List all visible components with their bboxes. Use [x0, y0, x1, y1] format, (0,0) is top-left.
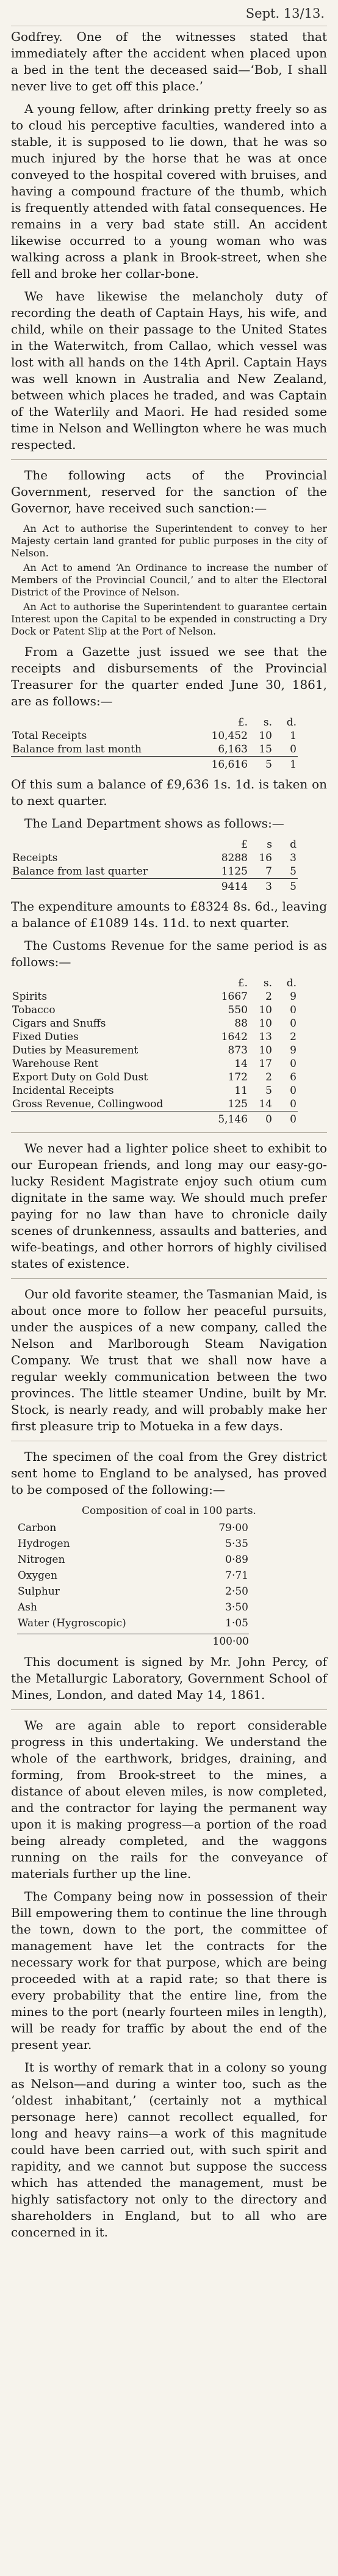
shillings-cell: 16	[259, 852, 272, 864]
shillings-cell: 10	[259, 730, 272, 742]
table-row	[11, 1084, 298, 1097]
pence-cell: 5	[290, 865, 297, 878]
act-item: An Act to authorise the Superintendent to guarantee certain Interest upon the Capital to be expended in constructing a Dry Dock or Patent Slip at the Port of Nelson.	[11, 601, 327, 637]
total-shillings: 0	[249, 1112, 273, 1127]
value-cell: 79·00	[218, 1522, 248, 1534]
paragraph-customs: The Customs Revenue for the same period is as follows:—	[11, 938, 327, 969]
table-row	[11, 865, 298, 879]
row-label: Balance from last quarter	[12, 865, 148, 878]
table-row	[11, 1030, 298, 1044]
row-label: Spirits	[12, 991, 48, 1003]
paragraph-railway-company: The Company being now in possession of their Bill empowering them to continue the line through the town, down to the port, the committee of management have let the contracts for the necessary work for that purpose, which are being proceeded with at a rapid rate; so that there is every probability that the entire line, from the mines to the port (nearly fourteen miles in length), will be ready for traffic by about the end of the present year.	[11, 1889, 327, 2052]
table-row	[17, 1568, 249, 1584]
total-pounds: 9414	[198, 879, 249, 894]
coal-composition-table	[17, 1520, 249, 1631]
total-shillings: 5	[249, 757, 273, 772]
row-label: Carbon	[18, 1522, 57, 1534]
total-shillings: 3	[249, 879, 273, 894]
column-header: d.	[286, 716, 297, 729]
section-divider	[11, 459, 327, 460]
table-row	[11, 1097, 298, 1112]
table-row	[17, 1615, 249, 1631]
paragraph-police-sheet: We never had a lighter police sheet to exhibit to our European friends, and long may our easy-go-lucky Resident Magistrate enjoy such otium cum dignitate in the same way. We should much prefer paying for no law than have to chronicle daily scenes of drunkenness, assaults and batteries, and wife-beatings, and other horrors of highly civilised states of existence.	[11, 1141, 327, 1271]
value-cell: 5·35	[225, 1538, 248, 1550]
row-label: Cigars and Snuffs	[12, 1017, 106, 1030]
paragraph-gazette: From a Gazette just issued we see that the receipts and disbursements of the Provincial Treasurer for the quarter ended June 30, 1861, are as follows:—	[11, 644, 327, 708]
row-label: Warehouse Rent	[12, 1058, 99, 1070]
pounds-cell: 125	[228, 1098, 248, 1110]
pence-cell: 2	[290, 1031, 297, 1043]
shillings-cell: 2	[265, 1071, 272, 1083]
table-row	[11, 1003, 298, 1017]
column-header: £.	[237, 977, 248, 989]
value-cell: 7·71	[225, 1570, 248, 1582]
pounds-cell: 1642	[221, 1031, 248, 1043]
pence-cell: 1	[290, 730, 297, 742]
column-header: £.	[237, 716, 248, 729]
total-pence: 5	[273, 879, 298, 894]
total-row	[11, 1112, 298, 1127]
act-item: An Act to authorise the Superintendent to convey to her Majesty certain land granted for public purposes in the city of Nelson.	[11, 523, 327, 559]
row-label: Export Duty on Gold Dust	[12, 1071, 148, 1083]
row-label: Sulphur	[18, 1585, 60, 1598]
coal-total: 100·00	[17, 1634, 249, 1648]
table-header-row	[11, 838, 298, 851]
pounds-cell: 1125	[221, 865, 248, 878]
shillings-cell: 15	[259, 743, 272, 755]
pence-cell: 0	[290, 1058, 297, 1070]
row-label: Gross Revenue, Collingwood	[12, 1098, 164, 1110]
paragraph-expenditure: The expenditure amounts to £8324 8s. 6d., leaving a balance of £1089 14s. 11d. to next quarter.	[11, 899, 327, 930]
shillings-cell: 13	[259, 1031, 272, 1043]
pence-cell: 6	[290, 1071, 297, 1083]
table-row	[11, 851, 298, 865]
shillings-cell: 5	[265, 1085, 272, 1097]
pounds-cell: 88	[234, 1017, 248, 1030]
table-row	[17, 1599, 249, 1615]
row-label: Incidental Receipts	[12, 1085, 114, 1097]
total-row	[11, 879, 298, 894]
row-label: Water (Hygroscopic)	[18, 1617, 126, 1629]
total-pence: 0	[273, 1112, 298, 1127]
shillings-cell: 14	[259, 1098, 272, 1110]
pence-cell: 0	[290, 1004, 297, 1016]
row-label: Receipts	[12, 852, 58, 864]
column-header: d	[290, 839, 297, 851]
table-row	[11, 1071, 298, 1084]
pence-cell: 9	[290, 991, 297, 1003]
row-label: Nitrogen	[18, 1554, 65, 1566]
pounds-cell: 550	[228, 1004, 248, 1016]
table-row	[11, 990, 298, 1003]
row-label: Total Receipts	[12, 730, 87, 742]
paragraph-witness: Godfrey. One of the witnesses stated that immediately after the accident when placed upon a bed in the tent the deceased said—‘Bob, I shall never live to get off this place.’	[11, 29, 327, 93]
paragraph-railway-remark: It is worthy of remark that in a colony so young as Nelson—and during a winter too, such as the ‘oldest inhabitant,’ (certainly not a mythical personage here) cannot recollect equalled, for long and heavy rains—a work of this magnitude could have been carried out, with such spirit and rapidity, and we cannot but suppose the success which has attended the management, must be highly satisfactory not only to the directory and shareholders in England, but to all who are concerned in it.	[11, 2060, 327, 2239]
column-header: s.	[263, 977, 272, 989]
pounds-cell: 6,163	[218, 743, 248, 755]
value-cell: 3·50	[225, 1601, 248, 1614]
column-header: £	[241, 839, 248, 851]
paragraph-balance: Of this sum a balance of £9,636 1s. 1d. is taken on to next quarter.	[11, 777, 327, 808]
paragraph-provincial-acts: The following acts of the Provincial Government, reserved for the sanction of the Governor, have received such sanction:—	[11, 468, 327, 515]
paragraph-coal-specimen: The specimen of the coal from the Grey district sent home to England to be analysed, has proved to be composed of the following:—	[11, 1449, 327, 1497]
table-row	[11, 729, 298, 743]
table-row	[17, 1584, 249, 1599]
pounds-cell: 8288	[221, 852, 248, 864]
row-label: Duties by Measurement	[12, 1044, 138, 1057]
paragraph-railway-progress: We are again able to report considerable progress in this undertaking. We understand the whole of the earthwork, bridges, draining, and forming, from Brook-street to the mines, a distance of about eleven miles, is now completed, and the contractor for laying the permanent way upon it is making progress—a portion of the road being already completed, and the waggons running on the rails for the conveyance of materials further up the line.	[11, 1718, 327, 1881]
shillings-cell: 17	[259, 1058, 272, 1070]
pounds-cell: 1667	[221, 991, 248, 1003]
shillings-cell: 2	[265, 991, 272, 1003]
paragraph-percy-signature: This document is signed by Mr. John Percy, of the Metallurgic Laboratory, Government School of Mines, London, and dated May 14, 1861.	[11, 1654, 327, 1702]
section-divider	[11, 1278, 327, 1279]
pounds-cell: 10,452	[211, 730, 248, 742]
value-cell: 1·05	[225, 1617, 248, 1629]
section-divider	[11, 1709, 327, 1710]
pence-cell: 0	[290, 743, 297, 755]
pounds-cell: 873	[228, 1044, 248, 1057]
customs-revenue-table	[11, 977, 298, 1126]
row-label: Oxygen	[18, 1570, 58, 1582]
column-header: s.	[263, 716, 272, 729]
table-row	[17, 1520, 249, 1536]
paragraph-stable-accident: A young fellow, after drinking pretty freely so as to cloud his perceptive faculties, wandered into a stable, it is supposed to lie down, that he was so much injured by the horse that he was at once conveyed to the hospital covered with bruises, and having a compound fracture of the thumb, which is frequently attended with fatal consequences. He remains in a very bad state still. An accident likewise occurred to a young woman who was walking across a plank in Brook-street, when she fell and broke her collar-bone.	[11, 101, 327, 281]
total-row	[11, 757, 298, 772]
column-header: s	[267, 839, 272, 851]
table-header-row	[11, 716, 298, 729]
table-row	[11, 1044, 298, 1057]
column-header: d.	[286, 977, 297, 989]
page-header	[11, 4, 327, 26]
row-label: Balance from last month	[12, 743, 142, 755]
pence-cell: 0	[290, 1017, 297, 1030]
shillings-cell: 10	[259, 1004, 272, 1016]
coal-table-caption: Composition of coal in 100 parts.	[82, 1505, 256, 1517]
section-divider	[11, 1132, 327, 1133]
paragraph-land-department: The Land Department shows as follows:—	[24, 816, 284, 831]
land-department-table	[11, 838, 298, 893]
pounds-cell: 14	[234, 1058, 248, 1070]
paragraph-captain-hays: We have likewise the melancholy duty of recording the death of Captain Hays, his wife, and child, while on their passage to the United States in the Waterwitch, from Callao, which vessel was lost with all hands on the 14th April. Captain Hays was well known in Australia and New Zealand, between which places he traded, and was Captain of the Waterlily and Maori. He had resided some time in Nelson and Wellington where he was much respected.	[11, 289, 327, 452]
pence-cell: 0	[290, 1098, 297, 1110]
handwritten-date: Sept. 13/13.	[245, 6, 325, 21]
treasury-table	[11, 716, 298, 771]
pounds-cell: 172	[228, 1071, 248, 1083]
act-item: An Act to amend ‘An Ordinance to increase the number of Members of the Provincial Council,’ and to alter the Electoral District of the Province of Nelson.	[11, 562, 327, 598]
pounds-cell: 11	[234, 1085, 248, 1097]
total-pounds: 5,146	[198, 1112, 249, 1127]
row-label: Ash	[18, 1601, 37, 1614]
table-row	[17, 1536, 249, 1552]
table-header-row	[11, 977, 298, 990]
pence-cell: 0	[290, 1085, 297, 1097]
total-pence: 1	[273, 757, 298, 772]
row-label: Hydrogen	[18, 1538, 70, 1550]
table-row	[11, 743, 298, 757]
pence-cell: 3	[290, 852, 297, 864]
total-pounds: 16,616	[198, 757, 249, 772]
row-label: Fixed Duties	[12, 1031, 79, 1043]
value-cell: 0·89	[225, 1554, 248, 1566]
shillings-cell: 10	[259, 1044, 272, 1057]
table-row	[11, 1057, 298, 1071]
pence-cell: 9	[290, 1044, 297, 1057]
table-row	[11, 1017, 298, 1030]
value-cell: 2·50	[225, 1585, 248, 1598]
row-label: Tobacco	[12, 1004, 56, 1016]
paragraph-tasmanian-maid: Our old favorite steamer, the Tasmanian Maid, is about once more to follow her peaceful pursuits, under the auspices of a new company, called the Nelson and Marlborough Steam Navigation Company. We trust that we shall now have a regular weekly communication between the two provinces. The little steamer Undine, built by Mr. Stock, is nearly ready, and will probably make her first pleasure trip to Motueka in a few days.	[11, 1287, 327, 1433]
shillings-cell: 7	[265, 865, 272, 878]
shillings-cell: 10	[259, 1017, 272, 1030]
table-row	[17, 1552, 249, 1568]
